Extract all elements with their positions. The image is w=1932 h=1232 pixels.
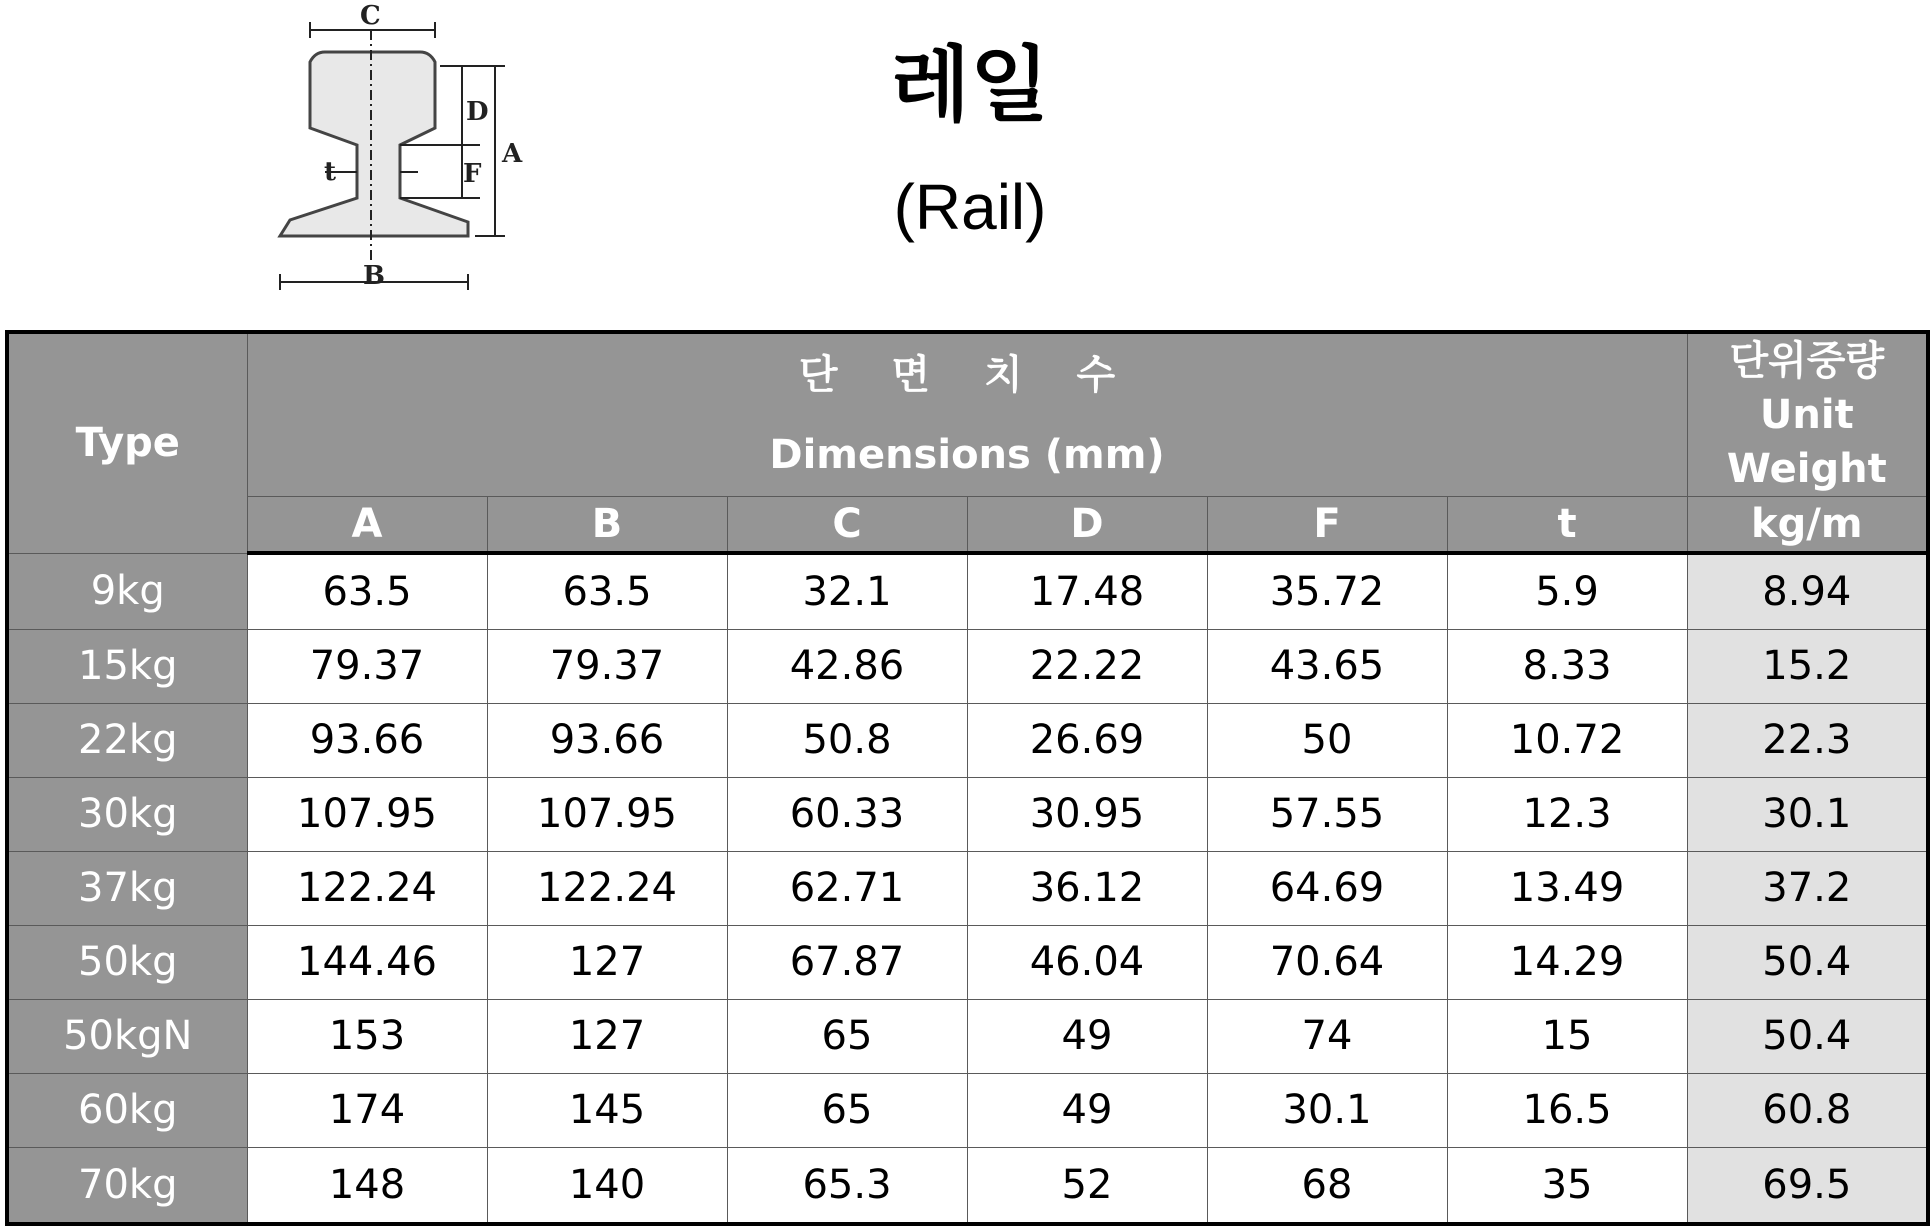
column-header-d: D — [967, 497, 1207, 554]
unit-weight-cell: 30.1 — [1687, 777, 1928, 851]
unit-weight-cell: 69.5 — [1687, 1148, 1928, 1225]
dimension-cell-b: 127 — [487, 999, 727, 1073]
page-title-korean: 레일 — [890, 38, 1050, 133]
type-cell: 37kg — [7, 851, 247, 925]
unit-weight-cell: 8.94 — [1687, 553, 1928, 629]
unit-weight-cell: 37.2 — [1687, 851, 1928, 925]
diagram-label-a: A — [502, 139, 523, 169]
dimension-cell-f: 70.64 — [1207, 925, 1447, 999]
dimension-cell-t: 35 — [1447, 1148, 1687, 1225]
dimension-cell-a: 79.37 — [247, 629, 487, 703]
dimension-cell-d: 36.12 — [967, 851, 1207, 925]
dimension-cell-d: 22.22 — [967, 629, 1207, 703]
type-header: Type — [7, 332, 247, 553]
dimension-cell-f: 74 — [1207, 999, 1447, 1073]
dimension-cell-b: 140 — [487, 1148, 727, 1225]
type-cell: 60kg — [7, 1073, 247, 1147]
dimension-cell-t: 14.29 — [1447, 925, 1687, 999]
dimension-cell-t: 8.33 — [1447, 629, 1687, 703]
diagram-label-d: D — [466, 97, 489, 127]
dimension-cell-t: 16.5 — [1447, 1073, 1687, 1147]
unit-weight-cell: 22.3 — [1687, 703, 1928, 777]
type-cell: 15kg — [7, 629, 247, 703]
dimension-cell-f: 68 — [1207, 1148, 1447, 1225]
dimension-cell-b: 127 — [487, 925, 727, 999]
dimension-cell-a: 107.95 — [247, 777, 487, 851]
unit-weight-cell: 15.2 — [1687, 629, 1928, 703]
table-row — [7, 703, 1928, 777]
dimension-cell-a: 174 — [247, 1073, 487, 1147]
dimension-cell-d: 52 — [967, 1148, 1207, 1225]
dimension-cell-a: 93.66 — [247, 703, 487, 777]
dimension-cell-d: 49 — [967, 999, 1207, 1073]
diagram-label-c: C — [360, 1, 381, 31]
dimension-cell-t: 12.3 — [1447, 777, 1687, 851]
dimension-cell-d: 49 — [967, 1073, 1207, 1147]
type-cell: 22kg — [7, 703, 247, 777]
dimension-cell-c: 65.3 — [727, 1148, 967, 1225]
dimension-cell-c: 65 — [727, 1073, 967, 1147]
dimension-cell-t: 10.72 — [1447, 703, 1687, 777]
dimension-cell-a: 122.24 — [247, 851, 487, 925]
dimension-cell-c: 42.86 — [727, 629, 967, 703]
dimension-cell-d: 46.04 — [967, 925, 1207, 999]
unit-weight-header-unit: Unit — [1759, 392, 1854, 438]
column-header-f: F — [1207, 497, 1447, 554]
table-row — [7, 629, 1928, 703]
diagram-label-t: t — [324, 157, 337, 187]
dimension-cell-f: 43.65 — [1207, 629, 1447, 703]
dimension-cell-f: 64.69 — [1207, 851, 1447, 925]
dimension-cell-f: 57.55 — [1207, 777, 1447, 851]
dimension-cell-f: 35.72 — [1207, 553, 1447, 629]
dimension-cell-a: 63.5 — [247, 553, 487, 629]
table-row — [7, 925, 1928, 999]
unit-weight-cell: 50.4 — [1687, 925, 1928, 999]
column-header-b: B — [487, 497, 727, 554]
dimension-cell-c: 32.1 — [727, 553, 967, 629]
dimension-cell-c: 65 — [727, 999, 967, 1073]
unit-weight-header-weight: Weight — [1726, 446, 1887, 492]
dimensions-header-en: Dimensions (mm) — [769, 432, 1165, 478]
column-header-kgm: kg/m — [1687, 497, 1928, 554]
dimension-cell-c: 50.8 — [727, 703, 967, 777]
column-header-c: C — [727, 497, 967, 554]
unit-weight-header-ko: 단위중량 — [1729, 338, 1885, 384]
column-header-a: A — [247, 497, 487, 554]
dimensions-header — [247, 332, 1687, 497]
dimension-cell-t: 5.9 — [1447, 553, 1687, 629]
dimension-cell-b: 107.95 — [487, 777, 727, 851]
type-cell: 70kg — [7, 1148, 247, 1225]
table-row — [7, 553, 1928, 629]
table-row — [7, 777, 1928, 851]
type-cell: 50kg — [7, 925, 247, 999]
dimensions-header-ko: 단 면 치 수 — [798, 352, 1136, 398]
table-row — [7, 1148, 1928, 1225]
rail-profile-diagram — [270, 0, 530, 300]
column-header-t: t — [1447, 497, 1687, 554]
dimension-cell-a: 144.46 — [247, 925, 487, 999]
rail-spec-table — [5, 330, 1930, 1226]
dimension-cell-d: 26.69 — [967, 703, 1207, 777]
table-row — [7, 999, 1928, 1073]
dimension-cell-b: 79.37 — [487, 629, 727, 703]
dimension-cell-c: 60.33 — [727, 777, 967, 851]
dimension-cell-t: 13.49 — [1447, 851, 1687, 925]
dimension-cell-d: 17.48 — [967, 553, 1207, 629]
unit-weight-cell: 50.4 — [1687, 999, 1928, 1073]
type-cell: 30kg — [7, 777, 247, 851]
dimension-cell-d: 30.95 — [967, 777, 1207, 851]
table-body — [7, 553, 1928, 1224]
dimension-cell-a: 148 — [247, 1148, 487, 1225]
unit-weight-header — [1687, 332, 1928, 497]
dimension-cell-c: 67.87 — [727, 925, 967, 999]
dimension-cell-c: 62.71 — [727, 851, 967, 925]
type-cell: 50kgN — [7, 999, 247, 1073]
type-cell: 9kg — [7, 553, 247, 629]
dimension-cell-t: 15 — [1447, 999, 1687, 1073]
unit-weight-cell: 60.8 — [1687, 1073, 1928, 1147]
table-row — [7, 1073, 1928, 1147]
dimension-cell-b: 93.66 — [487, 703, 727, 777]
dimension-cell-b: 122.24 — [487, 851, 727, 925]
dimension-cell-f: 50 — [1207, 703, 1447, 777]
diagram-label-f: F — [463, 159, 482, 189]
dimension-cell-b: 63.5 — [487, 553, 727, 629]
dimension-cell-a: 153 — [247, 999, 487, 1073]
dimension-cell-b: 145 — [487, 1073, 727, 1147]
page-title-english: (Rail) — [893, 171, 1047, 243]
table-row — [7, 851, 1928, 925]
diagram-label-b: B — [363, 261, 385, 291]
dimension-cell-f: 30.1 — [1207, 1073, 1447, 1147]
